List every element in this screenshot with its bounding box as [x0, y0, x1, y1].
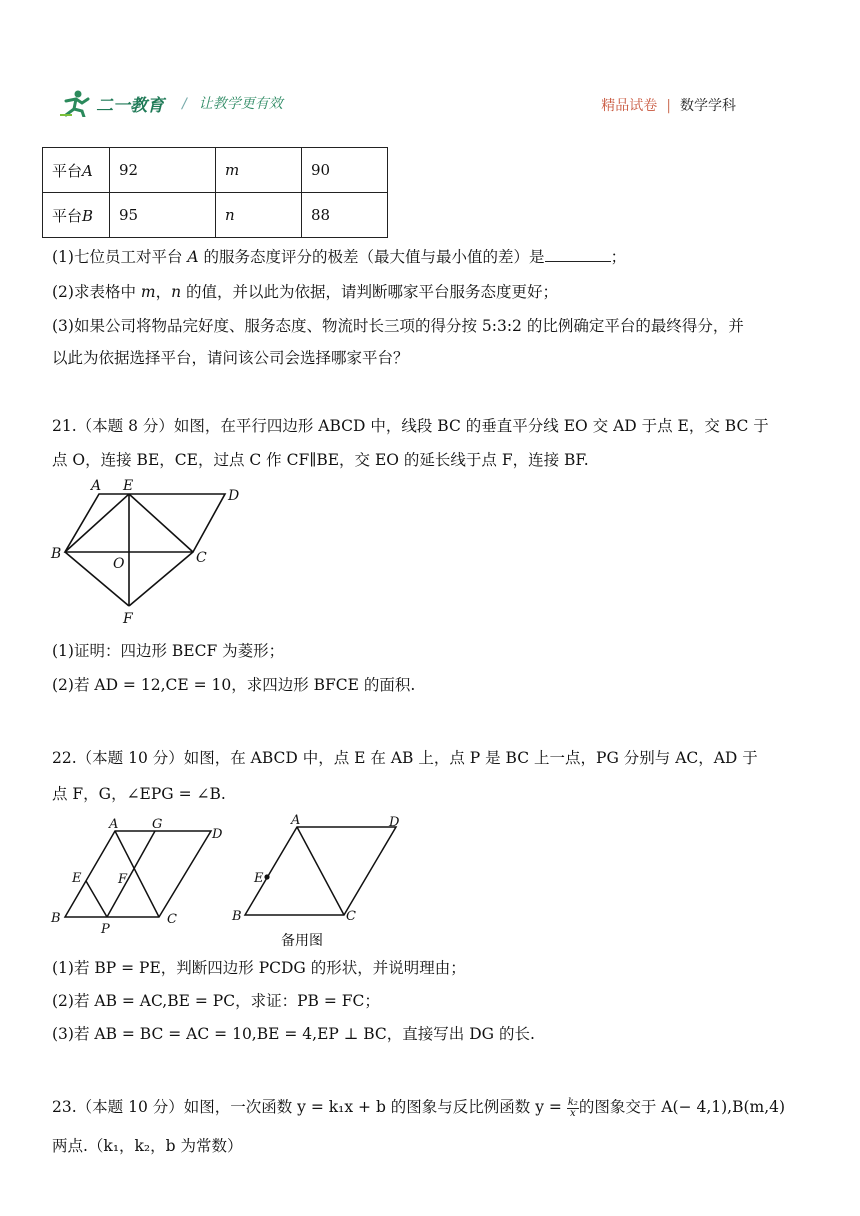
- table-row: 平台B 95 n 88: [43, 193, 388, 238]
- segment-ep: [86, 881, 107, 917]
- label-d: D: [228, 488, 240, 504]
- label-d: D: [212, 827, 223, 842]
- q21-figure: [48, 474, 258, 630]
- label-a: A: [291, 813, 301, 828]
- label-e: E: [72, 871, 82, 886]
- subject-label: 数学学科: [680, 98, 736, 114]
- label-b: B: [51, 911, 61, 926]
- segment-ce: [129, 494, 193, 552]
- label-f: F: [123, 611, 133, 627]
- label-b: B: [232, 909, 242, 924]
- label-c: C: [346, 909, 356, 924]
- label-e: E: [123, 478, 134, 494]
- q21-stem-line2: 点 O，连接 BE，CE，过点 C 作 CF∥BE，交 EO 的延长线于点 F，连接 BF.: [52, 451, 589, 469]
- q22-stem-line1: 22.（本题 10 分）如图，在 ABCD 中，点 E 在 AB 上，点 P 是 BC 上一点，PG 分别与 AC，AD 于: [52, 749, 758, 767]
- backup-figure-caption: 备用图: [281, 933, 323, 949]
- label-d: D: [389, 815, 400, 830]
- q23-stem-line2: 两点.（k₁，k₂，b 为常数）: [52, 1137, 243, 1155]
- score-table: [42, 147, 388, 238]
- point-e-dot: [264, 874, 269, 879]
- fraction-k2-over-x: $\frac{\text{k₂}}{x}$: [567, 1096, 578, 1119]
- segment-pg: [107, 831, 155, 917]
- answer-blank: [545, 247, 611, 262]
- segment-cf: [129, 552, 193, 606]
- q22-part3: (3)若 AB = BC = AC = 10,BE = 4,EP ⊥ BC，直接写出 DG 的长.: [52, 1025, 535, 1043]
- label-p: P: [101, 922, 110, 934]
- q20-part1: (1)七位员工对平台 A 的服务态度评分的极差（最大值与最小值的差）是 ；: [52, 248, 627, 266]
- q22-figure-backup: [226, 810, 416, 952]
- label-a: A: [109, 817, 119, 832]
- q22-stem-line2: 点 F，G，∠EPG = ∠B.: [52, 785, 226, 803]
- label-a: A: [91, 478, 102, 494]
- q20-part3-line1: (3)如果公司将物品完好度、服务态度、物流时长三项的得分按 5:3:2 的比例确定平台的最终得分，并: [52, 317, 744, 335]
- q20-part3-line2: 以此为依据选择平台，请问该公司会选择哪家平台？: [52, 349, 409, 367]
- parallelogram-abcd: [65, 831, 211, 917]
- diagonal-ac-backup: [297, 827, 344, 915]
- paper-label: 精品试卷: [601, 98, 658, 114]
- q22-part2: (2)若 AB = AC,BE = PC，求证：PB = FC；: [52, 992, 380, 1010]
- logo-text: 二一教育: [96, 95, 164, 116]
- q22-figure-main: [48, 814, 238, 934]
- slogan: / 让教学更有效: [182, 96, 283, 112]
- q22-part1: (1)若 BP = PE，判断四边形 PCDG 的形状，并说明理由；: [52, 959, 466, 977]
- label-c: C: [196, 550, 207, 566]
- q23-stem-line1: 23.（本题 10 分）如图，一次函数 y = k₁x + b 的图象与反比例函数 y = $\frac{\text{k₂}}{x}$ 的图象交于 A(− 4,1),B(m,4): [52, 1096, 786, 1119]
- q21-stem-line1: 21.（本题 8 分）如图，在平行四边形 ABCD 中，线段 BC 的垂直平分线 EO 交 AD 于点 E，交 BC 于: [52, 417, 769, 435]
- q21-part2: (2)若 AD = 12,CE = 10，求四边形 BFCE 的面积.: [52, 676, 416, 694]
- runner-logo-icon: [58, 89, 92, 117]
- q20-part2: (2)求表格中 m，n 的值，并以此为依据，请判断哪家平台服务态度更好；: [52, 283, 559, 301]
- label-g: G: [152, 817, 163, 832]
- label-f: F: [118, 872, 128, 887]
- parallelogram-abcd: [65, 494, 225, 552]
- label-o: O: [113, 556, 125, 572]
- q21-part1: (1)证明：四边形 BECF 为菱形；: [52, 642, 285, 660]
- header-divider: |: [666, 98, 671, 114]
- header-brand: [58, 88, 283, 118]
- header-right: [601, 95, 736, 115]
- segment-be: [65, 494, 129, 552]
- label-e: E: [254, 871, 264, 886]
- label-b: B: [51, 546, 62, 562]
- label-c: C: [167, 912, 177, 927]
- table-row: 平台A 92 m 90: [43, 148, 388, 193]
